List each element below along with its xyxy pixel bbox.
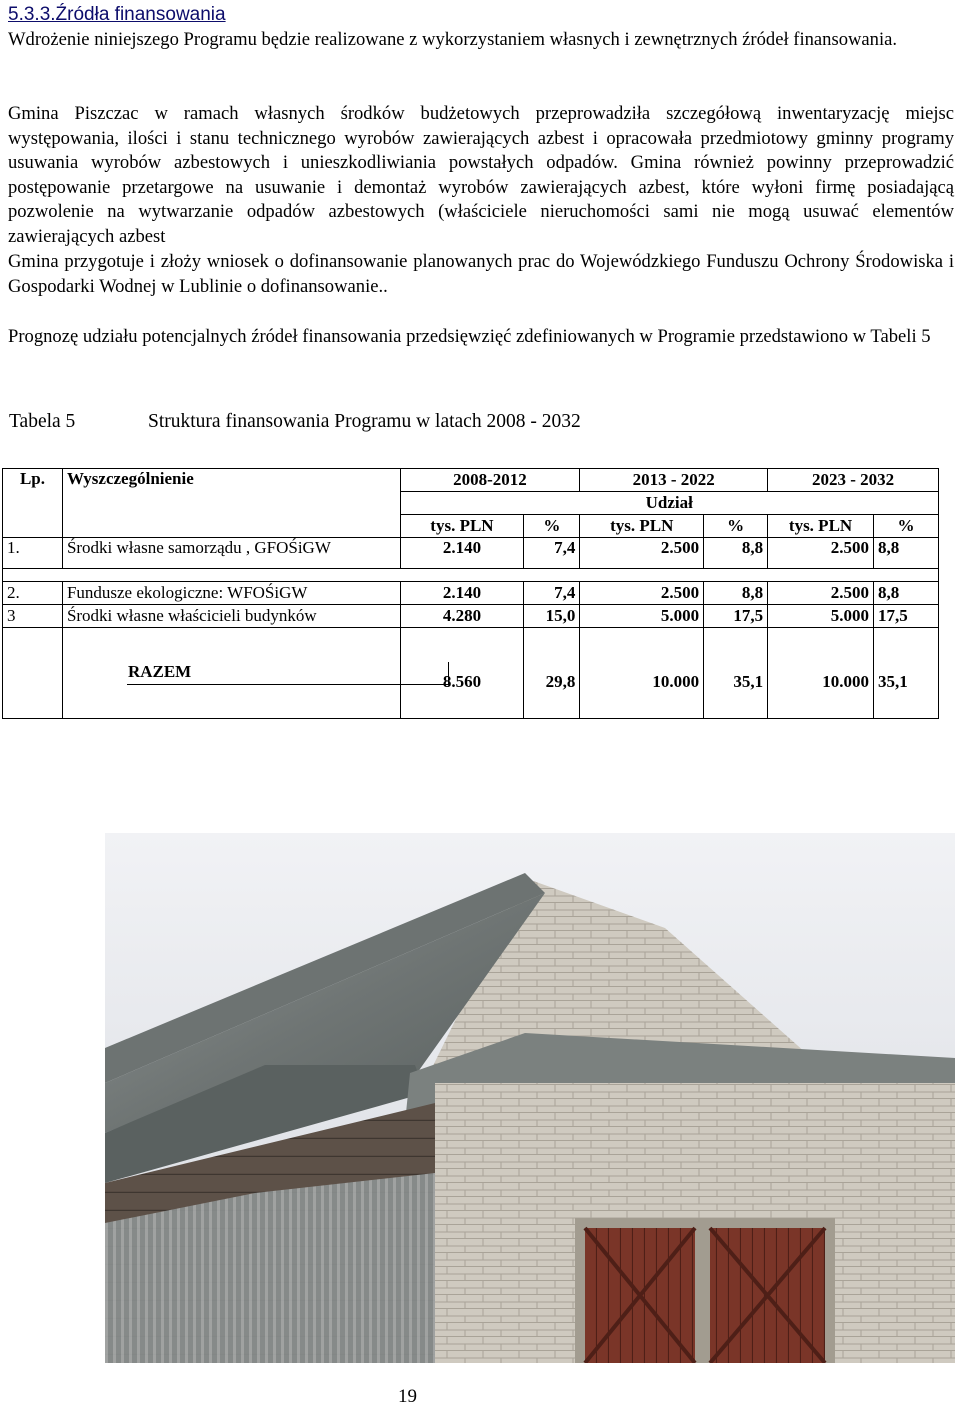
table-header-row [3,469,939,492]
header-description: Wyszczególnienie [62,469,400,538]
row-percent: 15,0 [524,605,580,628]
total-label-cell [62,628,400,719]
table-total-row [3,628,939,719]
spacer-cell [3,569,939,582]
table-spacer-row [3,569,939,582]
row-description: Fundusze ekologiczne: WFOŚiGW [62,582,400,605]
row-value: 2.500 [580,538,704,569]
header-unit: % [874,515,939,538]
body-paragraph-2: Gmina przygotuje i złoży wniosek o dofinansowanie planowanych prac do Wojewódzkiego Funduszu Ochrony Środowiska i Gospodarki Wodnej w Lublinie o dofinansowanie.. [8,251,954,297]
row-value: 2.500 [580,582,704,605]
row-value: 2.500 [768,538,874,569]
intro-paragraph: Wdrożenie niniejszego Programu będzie realizowane z wykorzystaniem własnych i zewnętrznych źródeł finansowania. [8,29,898,50]
table-row [3,538,939,569]
row-percent: 8,8 [874,582,939,605]
row-description: Środki własne właścicieli budynków [62,605,400,628]
section-heading: 5.3.3.Źródła finansowania [8,4,226,25]
row-percent: 17,5 [704,605,768,628]
total-underline [127,684,449,685]
header-unit: % [704,515,768,538]
table-caption-title: Struktura finansowania Programu w latach 2008 - 2032 [148,411,581,432]
header-share: Udział [400,492,938,515]
total-label: RAZEM [127,662,192,681]
total-percent: 35,1 [874,628,939,719]
row-percent: 7,4 [524,538,580,569]
total-value: 10.000 [768,628,874,719]
row-lp: 2. [3,582,63,605]
header-unit: tys. PLN [580,515,704,538]
total-percent: 29,8 [524,628,580,719]
total-value: 8.560 [400,628,524,719]
total-underline-end [448,662,449,684]
row-percent: 8,8 [874,538,939,569]
financing-table [2,468,939,719]
table-row [3,582,939,605]
forecast-paragraph: Prognozę udziału potencjalnych źródeł finansowania przedsięwzięć zdefiniowanych w Programie przedstawiono w Tabeli 5 [8,326,931,347]
page-number: 19 [398,1386,417,1407]
row-value: 2.140 [400,538,524,569]
body-paragraph: Gmina Piszczac w ramach własnych środków budżetowych przeprowadziła szczegółową inwentaryzację miejsc występowania, ilości i stanu technicznego wyrobów zawierających azbest i opracowała przedmiotowy gminny programy usuwania wyrobów azbestowych i unieszkodliwiania powstałych odpadów. Gmina również powinny przeprowadzić postępowanie przetargowe na usuwanie i demontaż wyrobów zawierających azbest, które wyłoni firmę posiadającą pozwolenie na wytwarzanie odpadów azbestowych (właściciele nieruchomości sami nie mogą usuwać elementów zawierających azbest [8,103,954,247]
building-photo [105,833,955,1363]
row-value: 4.280 [400,605,524,628]
row-percent: 8,8 [704,582,768,605]
header-period-3: 2023 - 2032 [768,469,939,492]
row-percent: 8,8 [704,538,768,569]
row-lp: 1. [3,538,63,569]
header-period-2: 2013 - 2022 [580,469,768,492]
header-unit: tys. PLN [768,515,874,538]
total-value: 10.000 [580,628,704,719]
row-lp: 3 [3,605,63,628]
row-value: 5.000 [580,605,704,628]
header-lp: Lp. [3,469,63,538]
table-row [3,605,939,628]
header-unit: % [524,515,580,538]
header-period-1: 2008-2012 [400,469,580,492]
row-value: 5.000 [768,605,874,628]
row-description: Środki własne samorządu , GFOŚiGW [62,538,400,569]
row-percent: 17,5 [874,605,939,628]
row-value: 2.140 [400,582,524,605]
table-caption-label: Tabela 5 [9,411,76,432]
total-percent: 35,1 [704,628,768,719]
header-unit: tys. PLN [400,515,524,538]
row-percent: 7,4 [524,582,580,605]
row-value: 2.500 [768,582,874,605]
total-lp [3,628,63,719]
